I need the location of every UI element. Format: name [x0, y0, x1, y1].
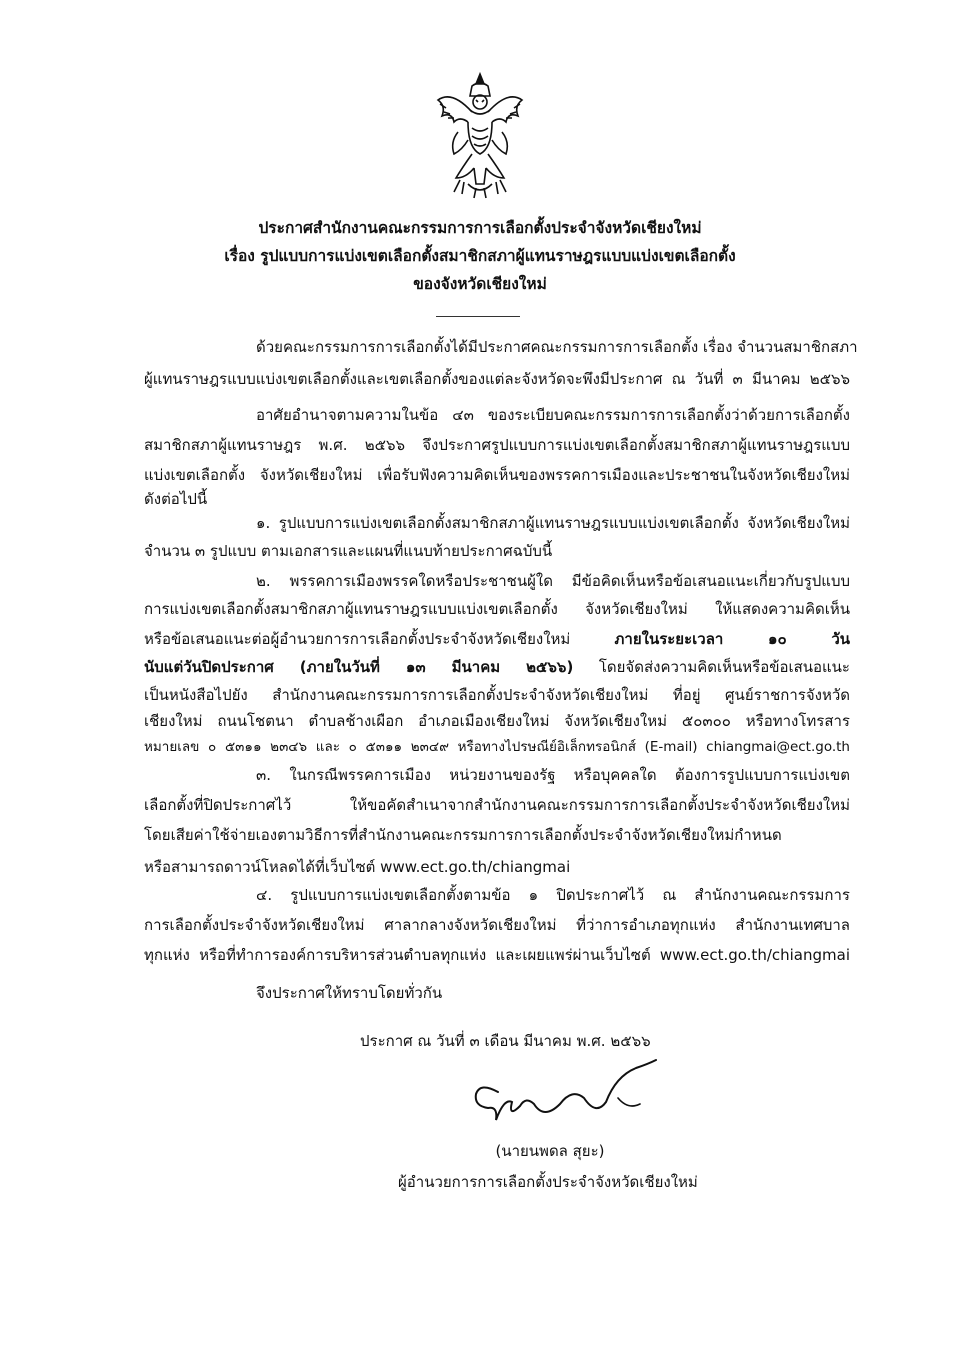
paragraph-2-line-1: อาศัยอำนาจตามความในข้อ ๔๓ ของระเบียบคณะกรรมการการเลือกตั้งว่าด้วยการเลือกตั้ง — [256, 406, 850, 424]
item-2-line-4-text: โดยจัดส่งความคิดเห็นหรือข้อเสนอแนะ — [573, 658, 850, 676]
item-2-line-3 — [144, 628, 850, 650]
item-3-line-1: ๓. ในกรณีพรรคการเมือง หน่วยงานของรัฐ หรือบุคคลใด ต้องการรูปแบบการแบ่งเขต — [256, 766, 850, 784]
item-4-line-3: ทุกแห่ง หรือที่ทำการองค์การบริหารส่วนตำบลทุกแห่ง และเผยแพร่ผ่านเว็บไซต์ www.ect.go.th/chiangmai — [144, 946, 850, 964]
garuda-emblem — [432, 70, 528, 202]
item-2-line-2: การแบ่งเขตเลือกตั้งสมาชิกสภาผู้แทนราษฎรแบบแบ่งเขตเลือกตั้ง จังหวัดเชียงใหม่ ให้แสดงความคิดเห็น — [144, 600, 850, 618]
document-title — [0, 214, 960, 298]
deadline-date-emphasis: นับแต่วันปิดประกาศ (ภายในวันที่ ๑๓ มีนาคม ๒๕๖๖) — [144, 658, 574, 676]
paragraph-2-line-3: แบ่งเขตเลือกตั้ง จังหวัดเชียงใหม่ เพื่อรับฟังความคิดเห็นของพรรคการเมืองและประชาชนในจังหวัดเชียงใหม่ — [144, 466, 850, 484]
item-4-line-2: การเลือกตั้งประจำจังหวัดเชียงใหม่ ศาลากลางจังหวัดเชียงใหม่ ที่ว่าการอำเภอทุกแห่ง สำนักงานเทศบาล — [144, 916, 850, 934]
paragraph-1-line-2: ผู้แทนราษฎรแบบแบ่งเขตเลือกตั้งและเขตเลือกตั้งของแต่ละจังหวัดจะพึงมีประกาศ ณ วันที่ ๓ มีนาคม ๒๕๖๖ — [144, 370, 850, 388]
item-2-line-3-text: หรือข้อเสนอแนะต่อผู้อำนวยการการเลือกตั้งประจำจังหวัดเชียงใหม่ — [144, 630, 615, 648]
item-3-line-4: หรือสามารถดาวน์โหลดได้ที่เว็บไซต์ www.ect.go.th/chiangmai — [144, 858, 571, 876]
announcement-date: ประกาศ ณ วันที่ ๓ เดือน มีนาคม พ.ศ. ๒๕๖๖ — [360, 1032, 651, 1050]
title-line-2: เรื่อง รูปแบบการแบ่งเขตเลือกตั้งสมาชิกสภาผู้แทนราษฎรแบบแบ่งเขตเลือกตั้ง — [224, 247, 736, 265]
item-2-line-5: เป็นหนังสือไปยัง สำนักงานคณะกรรมการการเลือกตั้งประจำจังหวัดเชียงใหม่ ที่อยู่ ศูนย์ราชการจังหวัด — [144, 686, 850, 704]
item-4-line-1: ๔. รูปแบบการแบ่งเขตเลือกตั้งตามข้อ ๑ ปิดประกาศไว้ ณ สำนักงานคณะกรรมการ — [256, 886, 850, 904]
title-divider — [436, 316, 520, 317]
signatory-name: (นายนพดล สุยะ) — [495, 1142, 605, 1160]
deadline-emphasis: ภายในระยะเวลา ๑๐ วัน — [614, 630, 850, 648]
item-2-line-1: ๒. พรรคการเมืองพรรคใดหรือประชาชนผู้ใด มีข้อคิดเห็นหรือข้อเสนอแนะเกี่ยวกับรูปแบบ — [256, 572, 850, 590]
item-2-line-7: หมายเลข ๐ ๕๓๑๑ ๒๓๔๖ และ ๐ ๕๓๑๑ ๒๓๔๙ หรือทางไปรษณีย์อิเล็กทรอนิกส์ (E-mail) chiangmai@ect.go.th — [144, 739, 850, 755]
paragraph-2-line-4: ดังต่อไปนี้ — [144, 490, 208, 508]
handwritten-signature — [468, 1058, 658, 1128]
item-3-line-3: โดยเสียค่าใช้จ่ายเองตามวิธีการที่สำนักงานคณะกรรมการการเลือกตั้งประจำจังหวัดเชียงใหม่กำหนด — [144, 826, 782, 844]
item-3-line-2: เลือกตั้งที่ปิดประกาศไว้ ให้ขอคัดสำเนาจากสำนักงานคณะกรรมการการเลือกตั้งประจำจังหวัดเชียงใหม่ — [144, 796, 850, 814]
signatory-position: ผู้อำนวยการการเลือกตั้งประจำจังหวัดเชียงใหม่ — [398, 1173, 698, 1191]
paragraph-2-line-2: สมาชิกสภาผู้แทนราษฎร พ.ศ. ๒๕๖๖ จึงประกาศรูปแบบการแบ่งเขตเลือกตั้งสมาชิกสภาผู้แทนราษฎรแบบ — [144, 436, 850, 454]
paragraph-1-line-1: ด้วยคณะกรรมการการเลือกตั้งได้มีประกาศคณะกรรมการการเลือกตั้ง เรื่อง จำนวนสมาชิกสภา — [256, 338, 858, 356]
item-2-line-4 — [144, 656, 850, 678]
title-line-1: ประกาศสำนักงานคณะกรรมการการเลือกตั้งประจำจังหวัดเชียงใหม่ — [258, 219, 702, 237]
item-1-line-2: จำนวน ๓ รูปแบบ ตามเอกสารและแผนที่แนบท้ายประกาศฉบับนี้ — [144, 542, 553, 560]
title-line-3: ของจังหวัดเชียงใหม่ — [413, 275, 547, 293]
item-1-line-1: ๑. รูปแบบการแบ่งเขตเลือกตั้งสมาชิกสภาผู้แทนราษฎรแบบแบ่งเขตเลือกตั้ง จังหวัดเชียงใหม่ — [256, 514, 850, 532]
closing-statement: จึงประกาศให้ทราบโดยทั่วกัน — [256, 984, 443, 1002]
item-2-line-6: เชียงใหม่ ถนนโชตนา ตำบลช้างเผือก อำเภอเมืองเชียงใหม่ จังหวัดเชียงใหม่ ๕๐๓๐๐ หรือทางโทรสาร — [144, 712, 850, 730]
